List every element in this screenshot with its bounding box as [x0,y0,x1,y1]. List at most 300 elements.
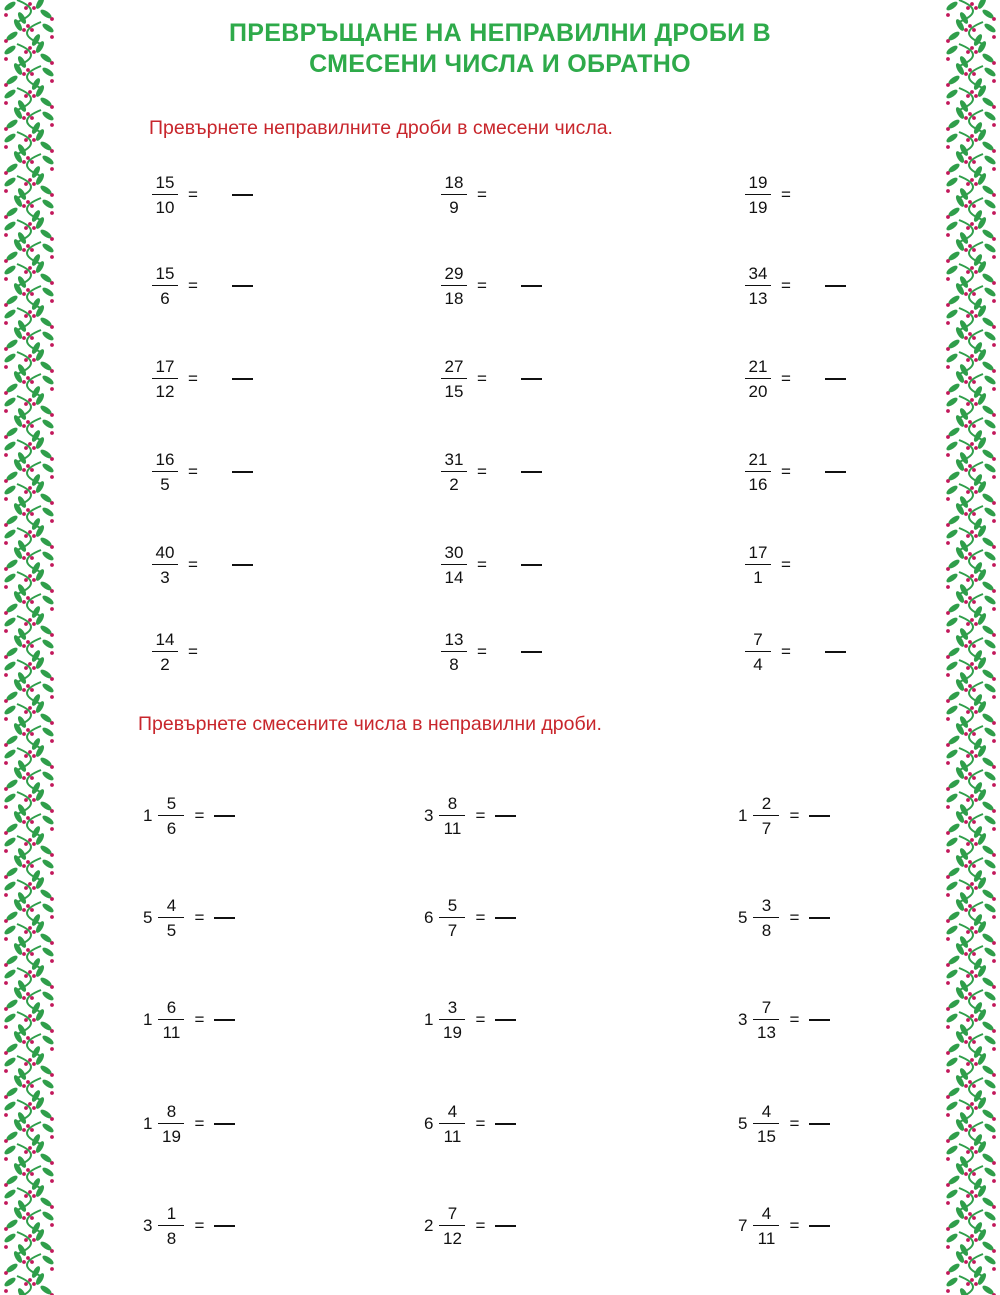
berry [50,915,54,919]
berry [26,464,30,468]
numerator: 7 [761,997,772,1017]
berry [966,358,970,362]
leaf [41,374,55,386]
equals-sign: = [781,555,791,574]
leaf [41,814,55,826]
berry [966,490,970,494]
answer-blank[interactable] [825,651,846,653]
numerator: 40 [155,542,175,562]
equals-sign: = [194,1010,205,1029]
leaf [41,1078,55,1090]
berry [974,666,978,670]
berry [946,1157,950,1161]
berry [992,387,996,391]
berry [972,468,976,472]
berry [966,94,970,98]
berry [28,2,32,6]
berry [974,490,978,494]
mixed-number-problem [143,888,235,948]
berry [946,611,950,615]
berry [966,270,970,274]
berry [946,1051,950,1055]
berry [970,266,974,270]
denominator: 12 [443,1229,462,1249]
berry [4,1289,8,1293]
berry [946,1289,950,1293]
berry [4,743,8,747]
berry [970,530,974,534]
numerator: 4 [166,895,177,915]
berry [24,886,28,890]
answer-blank[interactable] [232,564,253,566]
berry [30,1172,34,1176]
berry [26,420,30,424]
berry [992,1267,996,1271]
berry [992,123,996,127]
berry [946,1271,950,1275]
leaf [41,594,55,606]
berry [24,314,28,318]
berry [992,1091,996,1095]
berry [50,149,54,153]
berry [26,1168,30,1172]
berry [946,585,950,589]
berry [974,358,978,362]
denominator: 18 [444,289,464,309]
berry [4,1069,8,1073]
improper-fraction-problem [741,349,846,409]
berry [50,237,54,241]
leaf [983,638,997,650]
berry [50,167,54,171]
improper-fraction-problem [741,256,846,316]
berry [970,1146,974,1150]
answer-blank[interactable] [495,815,516,817]
berry [4,937,8,941]
berry [22,1084,26,1088]
answer-blank[interactable] [809,815,830,817]
berry [992,167,996,171]
berry [964,1260,968,1264]
berry [32,1150,36,1154]
berry [50,325,54,329]
equals-sign: = [781,462,791,481]
berry [4,1245,8,1249]
equals-sign: = [789,1114,800,1133]
berry [50,589,54,593]
berry [966,754,970,758]
berry [972,1172,976,1176]
improper-fraction-problem [148,256,253,316]
improper-fraction-problem [437,256,542,316]
answer-blank[interactable] [495,1123,516,1125]
berry [22,688,26,692]
berry [992,1117,996,1121]
denominator: 7 [447,921,458,941]
berry [974,226,978,230]
berry [4,611,8,615]
leaf [41,242,55,254]
berry [946,963,950,967]
berry [22,952,26,956]
berry [968,1168,972,1172]
berry [974,94,978,98]
berry [992,255,996,259]
berry [974,402,978,406]
mixed-number-problem [738,888,830,948]
berry [26,1080,30,1084]
berry [946,1201,950,1205]
berry [974,1062,978,1066]
berry [26,376,30,380]
berry [22,556,26,560]
berry [26,508,30,512]
answer-blank[interactable] [521,378,542,380]
equals-sign: = [789,1216,800,1235]
berry [974,1106,978,1110]
berry [992,677,996,681]
answer-blank[interactable] [521,471,542,473]
denominator: 13 [748,289,768,309]
berry [964,688,968,692]
berry [992,457,996,461]
answer-blank[interactable] [809,1123,830,1125]
whole-part: 6 [424,908,434,927]
berry [26,1256,30,1260]
berry [30,160,34,164]
answer-blank[interactable] [825,285,846,287]
berry [32,1018,36,1022]
berry [22,1128,26,1132]
numerator: 30 [444,542,464,562]
berry [970,1278,974,1282]
leaf [945,748,959,760]
whole-part: 1 [143,806,153,825]
berry [30,996,34,1000]
berry [946,717,950,721]
berry [22,204,26,208]
berry [992,475,996,479]
answer-blank[interactable] [232,378,253,380]
leaf [945,836,959,848]
berry [974,534,978,538]
berry [4,321,8,325]
berry [966,842,970,846]
answer-blank[interactable] [232,194,253,196]
instruction-improper-to-mixed: Превърнете неправилните дроби в смесени числа. [149,117,613,139]
whole-part: 3 [738,1010,748,1029]
berry [992,1161,996,1165]
berry [964,512,968,516]
answer-blank[interactable] [495,1225,516,1227]
berry [966,1238,970,1242]
berry [968,420,972,424]
improper-fraction-problem [437,442,542,502]
berry [28,90,32,94]
berry [964,160,968,164]
berry [946,787,950,791]
berry [32,974,36,978]
whole-part: 1 [143,1010,153,1029]
berry [972,864,976,868]
numerator: 21 [748,449,768,469]
berry [972,1128,976,1132]
berry [32,930,36,934]
berry [966,710,970,714]
berry [22,1216,26,1220]
berry [50,105,54,109]
berry [28,486,32,490]
berry [32,666,36,670]
berry [4,717,8,721]
berry [22,1260,26,1264]
berry [946,541,950,545]
answer-blank[interactable] [232,285,253,287]
berry [26,904,30,908]
numerator: 5 [166,793,177,813]
berry [966,402,970,406]
berry [972,424,976,428]
berry [24,1238,28,1242]
berry [30,732,34,736]
numerator: 21 [748,356,768,376]
berry [966,446,970,450]
equals-sign: = [477,276,487,295]
berry [966,534,970,538]
berry [970,1014,974,1018]
equals-sign: = [477,185,487,204]
berry [946,479,950,483]
berry [24,1150,28,1154]
answer-blank[interactable] [214,917,235,919]
leaf [3,836,17,848]
mixed-number-problem [143,1196,235,1256]
berry [964,380,968,384]
berry [22,996,26,1000]
berry [4,1113,8,1117]
berry [968,992,972,996]
berry [992,959,996,963]
leaf [945,308,959,320]
answer-blank[interactable] [495,1019,516,1021]
berry [32,754,36,758]
berry [50,809,54,813]
berry [32,358,36,362]
berry [4,981,8,985]
berry [970,926,974,930]
improper-fraction-problem [437,165,487,225]
equals-sign: = [475,908,486,927]
berry [24,1194,28,1198]
berry [30,688,34,692]
berry [28,1146,32,1150]
answer-blank[interactable] [809,1225,830,1227]
berry [992,941,996,945]
leaf [41,726,55,738]
berry [972,292,976,296]
berry [4,1139,8,1143]
berry [964,644,968,648]
leaf [983,770,997,782]
equals-sign: = [188,462,198,481]
leaf [981,1284,995,1295]
berry [992,1135,996,1139]
leaf [41,902,55,914]
leaf [945,704,959,716]
berry [970,618,974,622]
leaf [983,1034,997,1046]
berry [24,754,28,758]
mixed-number-problem [143,1094,235,1154]
berry [24,446,28,450]
berry [968,112,972,116]
berry [4,1201,8,1205]
berry [946,321,950,325]
mixed-number-problem [424,990,516,1050]
berry [50,765,54,769]
berry [970,1102,974,1106]
leaf [945,616,959,628]
leaf [3,1144,17,1156]
berry [24,6,28,10]
berry [992,211,996,215]
numerator: 4 [447,1101,458,1121]
berry [966,886,970,890]
berry [50,457,54,461]
leaf [945,572,959,584]
berry [50,721,54,725]
denominator: 19 [443,1023,462,1043]
improper-fraction-problem [148,442,253,502]
berry [968,816,972,820]
fraction [158,998,184,1043]
answer-blank[interactable] [521,564,542,566]
berry [966,1062,970,1066]
answer-blank[interactable] [214,815,235,817]
denominator: 8 [449,655,459,675]
answer-blank[interactable] [521,285,542,287]
improper-fraction-problem [148,535,253,595]
berry [946,849,950,853]
leaf [983,1078,997,1090]
leaf [945,176,959,188]
leaf [983,506,997,518]
berry [974,622,978,626]
berry [24,182,28,186]
denominator: 19 [162,1127,181,1147]
answer-blank[interactable] [495,917,516,919]
berry [22,1040,26,1044]
leaf [41,1122,55,1134]
berry [968,156,972,160]
denominator: 8 [166,1229,177,1249]
berry [50,299,54,303]
berry [4,409,8,413]
answer-blank[interactable] [809,917,830,919]
equals-sign: = [188,369,198,388]
berry [970,838,974,842]
page-title [0,18,1000,80]
answer-blank[interactable] [521,651,542,653]
berry [968,552,972,556]
answer-blank[interactable] [214,1019,235,1021]
berry [992,343,996,347]
berry [966,578,970,582]
berry [946,937,950,941]
berry [964,204,968,208]
mixed-number-problem [424,1196,516,1256]
berry [50,985,54,989]
berry [30,644,34,648]
answer-blank[interactable] [214,1123,235,1125]
answer-blank[interactable] [809,1019,830,1021]
berry [974,578,978,582]
leaf [983,946,997,958]
fraction [158,896,184,941]
leaf [41,506,55,518]
berry [26,860,30,864]
berry [22,248,26,252]
berry [970,398,974,402]
berry [972,908,976,912]
berry [4,215,8,219]
answer-blank[interactable] [214,1225,235,1227]
answer-blank[interactable] [825,378,846,380]
berry [966,974,970,978]
berry [946,919,950,923]
numerator: 5 [447,895,458,915]
whole-part: 3 [143,1216,153,1235]
berry [4,479,8,483]
berry [50,413,54,417]
berry [24,1282,28,1286]
leaf [3,1188,17,1200]
berry [964,820,968,824]
berry [28,222,32,226]
equals-sign: = [789,806,800,825]
berry [4,787,8,791]
berry [26,332,30,336]
berry [24,402,28,406]
berry [970,178,974,182]
berry [966,666,970,670]
berry [946,259,950,263]
equals-sign: = [475,806,486,825]
berry [32,446,36,450]
berry [30,820,34,824]
berry [28,442,32,446]
answer-blank[interactable] [232,471,253,473]
mixed-number-problem [143,786,235,846]
berry [972,336,976,340]
denominator: 15 [757,1127,776,1147]
berry [968,684,972,688]
berry [32,6,36,10]
berry [24,138,28,142]
denominator: 1 [753,568,763,588]
answer-blank[interactable] [825,471,846,473]
berry [22,600,26,604]
berry [4,233,8,237]
berry [4,805,8,809]
berry [4,145,8,149]
fraction [745,450,771,495]
berry [974,930,978,934]
fraction [441,630,467,675]
berry [28,662,32,666]
berry [50,1091,54,1095]
berry [946,1113,950,1117]
